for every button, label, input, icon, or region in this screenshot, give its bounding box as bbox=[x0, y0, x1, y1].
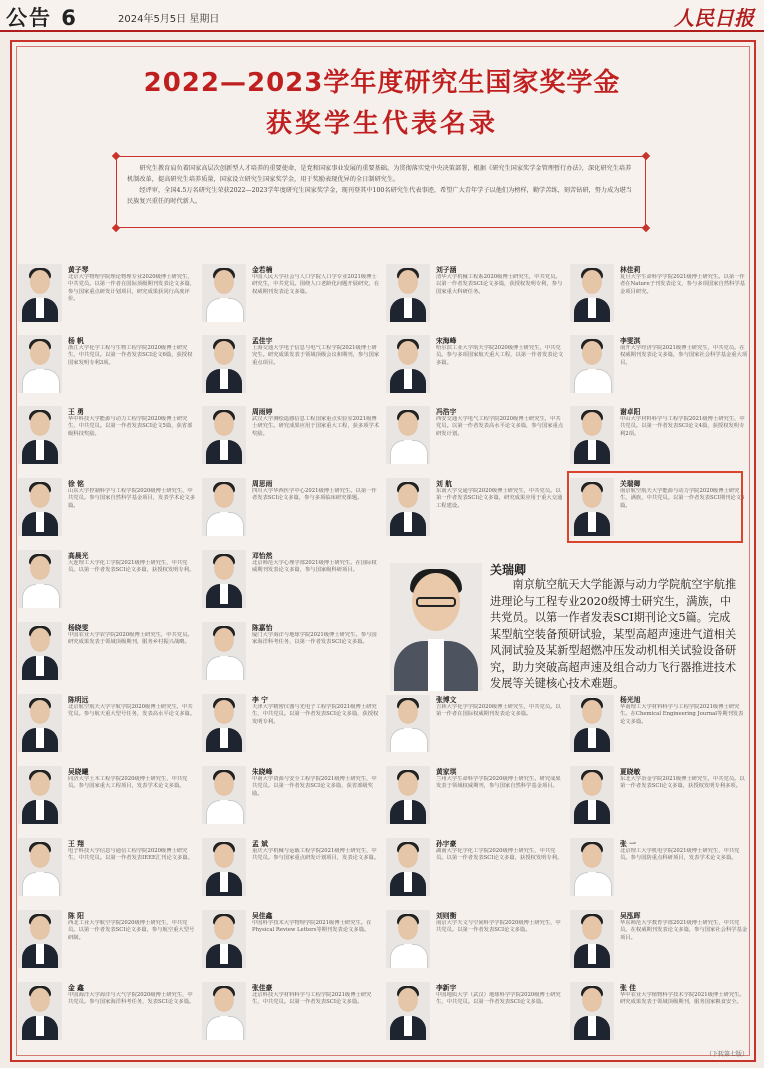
student-entry bbox=[16, 834, 200, 904]
student-name: 陈 阳 bbox=[68, 912, 84, 920]
student-portrait bbox=[386, 406, 430, 464]
student-entry bbox=[200, 762, 384, 832]
student-name: 张佳豪 bbox=[252, 984, 273, 992]
student-name: 刘 航 bbox=[436, 480, 452, 488]
student-description: 北京科技大学材料科学与工程学院2021级博士研究生，中共党员。以第一作者发表SCI论文多篇。 bbox=[252, 992, 372, 1006]
student-portrait bbox=[570, 264, 614, 322]
student-description: 电子科技大学信息与通信工程学院2020级博士研究生，中共党员。以第一作者发表IEEE汇刊论文多篇。 bbox=[68, 848, 193, 862]
student-description: 上海交通大学电子信息与电气工程学院2021级博士研究生。研究成果发表于领域顶级会议和期刊，参与国家重点项目。 bbox=[252, 345, 380, 366]
student-description: 北京大学物理学院理论物理专业2020级博士研究生，中共党员。以第一作者在国际顶级期刊发表论文多篇，参与国家重点研发计划项目，研究成果获同行高度评价。 bbox=[68, 274, 196, 303]
student-portrait bbox=[386, 766, 430, 824]
student-portrait bbox=[18, 694, 62, 752]
student-portrait bbox=[18, 478, 62, 536]
student-entry bbox=[568, 978, 752, 1048]
student-name: 张博文 bbox=[436, 696, 457, 704]
student-name: 张 佳 bbox=[620, 984, 636, 992]
student-description: 中山大学材料科学与工程学院2021级博士研究生，中共党员。以第一作者发表SCI论文4篇，获授权发明专利2项。 bbox=[620, 416, 745, 437]
student-description: 东南大学交通学院2020级博士研究生，中共党员。以第一作者发表SCI论文多篇，研究成果应用于重大交通工程建设。 bbox=[436, 488, 563, 509]
masthead bbox=[0, 0, 764, 32]
section-label: 公告 6 bbox=[6, 6, 78, 30]
student-name: 吴佳鑫 bbox=[252, 912, 273, 920]
student-entry bbox=[200, 474, 384, 544]
student-entry bbox=[568, 690, 752, 760]
student-name: 孟佳宇 bbox=[252, 337, 273, 345]
student-portrait bbox=[18, 910, 62, 968]
student-name: 黄家琪 bbox=[436, 768, 457, 776]
student-name: 刘则衡 bbox=[436, 912, 457, 920]
student-name: 高晨光 bbox=[68, 552, 89, 560]
student-name: 孟 斌 bbox=[252, 840, 268, 848]
intro-paragraph-1: 研究生教育肩负着国家高层次创新型人才培养的重要使命，是党和国家事业发展的重要基础。为贯彻落实党中央决策部署，根据《研究生国家奖学金管理暂行办法》，深化研究生培养机制改革，提高研究生培养质量，国家设立研究生国家奖学金，用于奖励表现优异的全日制研究生。 bbox=[127, 165, 632, 183]
issue-date: 2024年5月5日 星期日 bbox=[118, 14, 220, 25]
student-portrait bbox=[18, 264, 62, 322]
student-description: 山东大学控制科学与工程学院2020级博士研究生，中共党员。参与国家自然科学基金项目，发表学术论文多篇。 bbox=[68, 488, 196, 509]
student-description: 中南大学资源与安全工程学院2021级博士研究生，中共党员。以第一作者发表SCI论文多篇，获省部级奖励。 bbox=[252, 776, 377, 797]
student-portrait bbox=[386, 910, 430, 968]
student-entry bbox=[16, 690, 200, 760]
student-description: 南京航空航天大学能源与动力学院2020级博士研究生，满族，中共党员。以第一作者发表SCI期刊论文5篇。 bbox=[620, 488, 745, 509]
featured-name: 关瑞卿 bbox=[490, 563, 527, 577]
student-name: 李新宇 bbox=[436, 984, 457, 992]
student-portrait bbox=[570, 766, 614, 824]
student-name: 朱晓峰 bbox=[252, 768, 273, 776]
student-description: 重庆大学机械与运载工程学院2021级博士研究生，中共党员。参与国家重点研发计划项目，发表论文多篇。 bbox=[252, 848, 380, 862]
student-description: 中国人民大学社会与人口学院人口学专业2021级博士研究生，中共党员。围绕人口老龄化问题开展研究，在权威期刊发表论文多篇。 bbox=[252, 274, 380, 295]
student-description: 同济大学土木工程学院2020级博士研究生，中共党员。参与国家重大工程项目，发表学术论文多篇。 bbox=[68, 776, 188, 790]
student-name: 陈明远 bbox=[68, 696, 89, 704]
student-portrait bbox=[18, 550, 62, 608]
student-name: 关瑞卿 bbox=[620, 480, 641, 488]
student-entry bbox=[568, 834, 752, 904]
student-description: 浙江大学化学工程与生物工程学院2020级博士研究生，中共党员。以第一作者发表SCI论文6篇，获授权国家发明专利3项。 bbox=[68, 345, 193, 366]
student-name: 金 鑫 bbox=[68, 984, 84, 992]
student-description: 东北大学冶金学院2021级博士研究生，中共党员。以第一作者发表SCI论文多篇，获授权发明专利多项。 bbox=[620, 776, 745, 790]
featured-description: 南京航空航天大学能源与动力学院航空宇航推进理论与工程专业2020级博士研究生，满族，中共党员。以第一作者发表SCI期刊论文5篇。完成某型航空装备预研试验，某型高超声速进气道相关风洞试验及某新型超燃冲压发动机相关试验设备研究，助力突破高超声速及组合动力飞行器推进技术发展等关键核心技术难题。 bbox=[490, 578, 737, 690]
student-entry bbox=[384, 474, 568, 544]
student-name: 徐 铭 bbox=[68, 480, 84, 488]
student-description: 中国科学技术大学物理学院2021级博士研究生。在Physical Review Letters等期刊发表论文多篇。 bbox=[252, 920, 372, 934]
student-entry bbox=[384, 260, 568, 330]
student-portrait bbox=[386, 478, 430, 536]
student-portrait bbox=[386, 838, 430, 896]
student-portrait bbox=[18, 766, 62, 824]
student-entry bbox=[384, 906, 568, 976]
student-portrait bbox=[202, 910, 246, 968]
student-portrait bbox=[386, 982, 430, 1040]
student-portrait bbox=[570, 910, 614, 968]
student-portrait bbox=[386, 335, 430, 393]
student-name: 冯浩宇 bbox=[436, 408, 457, 416]
student-entry bbox=[568, 402, 752, 472]
intro-paragraph-2: 经评审，全国4.5万名研究生荣获2022—2023学年度研究生国家奖学金，现刊登其中100名研究生代表事迹，希望广大青年学子以他们为榜样，勤学苦练，刻苦钻研，努力成为堪当民族复兴重任的时代新人。 bbox=[127, 187, 632, 205]
student-portrait bbox=[18, 406, 62, 464]
student-name: 李 宁 bbox=[252, 696, 268, 704]
student-description: 华中农业大学植物科学技术学院2021级博士研究生。研究成果发表于领域顶级期刊，服务国家粮食安全。 bbox=[620, 992, 745, 1006]
student-name: 孙宇豪 bbox=[436, 840, 457, 848]
student-portrait bbox=[570, 406, 614, 464]
student-description: 武汉大学测绘遥感信息工程国家重点实验室2021级博士研究生。研究成果应用于国家重大工程，获多项学术奖励。 bbox=[252, 416, 380, 437]
student-name: 陈嘉怡 bbox=[252, 624, 273, 632]
student-name: 王 勇 bbox=[68, 408, 84, 416]
featured-student bbox=[386, 555, 746, 695]
student-description: 南开大学经济学院2021级博士研究生，中共党员。在权威期刊发表论文多篇，参与国家社会科学基金重大项目。 bbox=[620, 345, 748, 366]
student-name: 王 翔 bbox=[68, 840, 84, 848]
student-entry bbox=[200, 402, 384, 472]
student-name: 吴泓晖 bbox=[620, 912, 641, 920]
student-entry bbox=[200, 260, 384, 330]
student-entry bbox=[16, 402, 200, 472]
student-description: 西北工业大学航空学院2020级博士研究生，中共党员。以第一作者发表SCI论文多篇，参与航空重大型号研制。 bbox=[68, 920, 195, 941]
student-entry bbox=[200, 546, 384, 616]
student-name: 宋海峰 bbox=[436, 337, 457, 345]
student-entry bbox=[568, 260, 752, 330]
student-description: 北京理工大学机电学院2021级博士研究生，中共党员。参与国防重点科研项目，发表学术论文多篇。 bbox=[620, 848, 740, 862]
student-description: 中国海洋大学海洋与大气学院2020级博士研究生，中共党员。参与国家海洋科考任务，发表SCI论文多篇。 bbox=[68, 992, 195, 1006]
student-name: 杨 帆 bbox=[68, 337, 84, 345]
student-description: 复旦大学生命科学学院2021级博士研究生。以第一作者在Nature子刊发表论文，参与多项国家自然科学基金项目研究。 bbox=[620, 274, 745, 295]
student-description: 大连理工大学化工学院2021级博士研究生，中共党员。以第一作者发表SCI论文多篇，获授权发明专利。 bbox=[68, 560, 195, 574]
student-portrait bbox=[386, 694, 430, 752]
student-entry bbox=[200, 690, 384, 760]
student-description: 厦门大学海洋与地球学院2021级博士研究生。参与国家海洋科考任务，以第一作者发表SCI论文多篇。 bbox=[252, 632, 377, 646]
student-description: 兰州大学生命科学学院2020级博士研究生。研究成果发表于领域权威期刊，参与国家自然科学基金项目。 bbox=[436, 776, 561, 790]
student-portrait bbox=[202, 478, 246, 536]
student-portrait bbox=[202, 406, 246, 464]
student-description: 北京航空航天大学宇航学院2020级博士研究生，中共党员。参与航天重大型号任务，发表高水平论文多篇。 bbox=[68, 704, 196, 718]
continued-note: （下转第七版） bbox=[705, 1051, 748, 1058]
student-name: 金若楠 bbox=[252, 266, 273, 274]
student-portrait bbox=[386, 264, 430, 322]
student-portrait bbox=[202, 335, 246, 393]
student-entry bbox=[384, 402, 568, 472]
student-entry bbox=[200, 978, 384, 1048]
student-name: 刘子涵 bbox=[436, 266, 457, 274]
student-entry bbox=[384, 978, 568, 1048]
featured-portrait bbox=[390, 563, 482, 691]
student-entry bbox=[568, 331, 752, 401]
student-portrait bbox=[202, 766, 246, 824]
student-entry bbox=[200, 618, 384, 688]
student-name: 李雯淇 bbox=[620, 337, 641, 345]
student-name: 谢卓阳 bbox=[620, 408, 641, 416]
headline-line1: 2022—2023学年度研究生国家奖学金 bbox=[143, 68, 621, 98]
student-portrait bbox=[570, 838, 614, 896]
student-description: 南京大学天文与空间科学学院2020级博士研究生，中共党员。以第一作者发表SCI论文多篇。 bbox=[436, 920, 561, 934]
student-description: 四川大学华西医学中心2021级博士研究生。以第一作者发表SCI论文多篇，参与多项临床研究课题。 bbox=[252, 488, 377, 502]
student-entry bbox=[384, 690, 568, 760]
student-description: 天津大学精密仪器与光电子工程学院2021级博士研究生，中共党员。以第一作者发表SCI论文多篇，获授权发明专利。 bbox=[252, 704, 379, 725]
student-name: 夏晓敏 bbox=[620, 768, 641, 776]
student-name: 吴晓曦 bbox=[68, 768, 89, 776]
student-description: 中国农业大学农学院2020级博士研究生，中共党员。研究成果发表于领域顶级期刊，服务乡村振兴战略。 bbox=[68, 632, 193, 646]
student-portrait bbox=[18, 838, 62, 896]
student-portrait bbox=[570, 694, 614, 752]
student-portrait bbox=[202, 550, 246, 608]
student-name: 杨光旭 bbox=[620, 696, 641, 704]
student-name: 黄子琴 bbox=[68, 266, 89, 274]
student-entry bbox=[200, 834, 384, 904]
student-entry bbox=[568, 906, 752, 976]
student-description: 华东师范大学教育学部2021级博士研究生，中共党员。在权威期刊发表论文多篇，参与国家社会科学基金项目。 bbox=[620, 920, 748, 941]
student-entry bbox=[16, 978, 200, 1048]
student-name: 周思雨 bbox=[252, 480, 273, 488]
student-entry bbox=[384, 762, 568, 832]
student-portrait bbox=[202, 982, 246, 1040]
headline-line2: 获奖学生代表名录 bbox=[265, 109, 498, 139]
student-description: 华中科技大学能源与动力工程学院2020级博士研究生，中共党员。以第一作者发表SCI论文5篇，获省部级科技奖励。 bbox=[68, 416, 193, 437]
student-entry bbox=[384, 834, 568, 904]
student-description: 清华大学机械工程系2020级博士研究生，中共党员。以第一作者发表SCI论文多篇，获授权发明专利，参与国家重大科研任务。 bbox=[436, 274, 563, 295]
student-portrait bbox=[18, 622, 62, 680]
intro-box bbox=[116, 156, 646, 228]
student-portrait bbox=[202, 838, 246, 896]
student-entry bbox=[200, 331, 384, 401]
student-portrait bbox=[202, 694, 246, 752]
student-entry bbox=[384, 331, 568, 401]
student-description: 北京师范大学心理学部2021级博士研究生。在国际权威期刊发表论文多篇，参与国家级科研项目。 bbox=[252, 560, 377, 574]
student-description: 中国地质大学（武汉）地球科学学院2020级博士研究生，中共党员。以第一作者发表SCI论文多篇。 bbox=[436, 992, 561, 1006]
student-portrait bbox=[570, 335, 614, 393]
student-entry bbox=[568, 762, 752, 832]
student-name: 林佳莉 bbox=[620, 266, 641, 274]
student-entry bbox=[16, 618, 200, 688]
student-entry bbox=[16, 331, 200, 401]
student-portrait bbox=[570, 982, 614, 1040]
student-name: 邓怡然 bbox=[252, 552, 273, 560]
student-name: 张 一 bbox=[620, 840, 636, 848]
student-portrait bbox=[18, 982, 62, 1040]
student-entry bbox=[16, 762, 200, 832]
newspaper-logo: 人民日报 bbox=[674, 6, 754, 30]
student-portrait bbox=[202, 264, 246, 322]
student-description: 吉林大学化学学院2020级博士研究生，中共党员。以第一作者在国际权威期刊发表论文多篇。 bbox=[436, 704, 561, 718]
student-entry bbox=[16, 260, 200, 330]
student-entry bbox=[16, 474, 200, 544]
student-description: 湖南大学化学化工学院2020级博士研究生，中共党员。以第一作者发表SCI论文多篇，获授权发明专利。 bbox=[436, 848, 563, 862]
student-name: 杨晓雯 bbox=[68, 624, 89, 632]
student-description: 哈尔滨工业大学航天学院2020级博士研究生，中共党员。参与多项国家航天重大工程，以第一作者发表论文多篇。 bbox=[436, 345, 564, 366]
student-entry bbox=[200, 906, 384, 976]
student-description: 西安交通大学电气工程学院2020级博士研究生，中共党员。以第一作者发表高水平论文多篇，参与国家重点研发计划。 bbox=[436, 416, 564, 437]
student-description: 华南理工大学材料科学与工程学院2021级博士研究生。在Chemical Engineering Journal等期刊发表论文多篇。 bbox=[620, 704, 744, 725]
highlight-box bbox=[567, 471, 743, 543]
student-name: 周雨婷 bbox=[252, 408, 273, 416]
student-entry bbox=[16, 546, 200, 616]
student-entry bbox=[16, 906, 200, 976]
student-portrait bbox=[202, 622, 246, 680]
student-portrait bbox=[18, 335, 62, 393]
